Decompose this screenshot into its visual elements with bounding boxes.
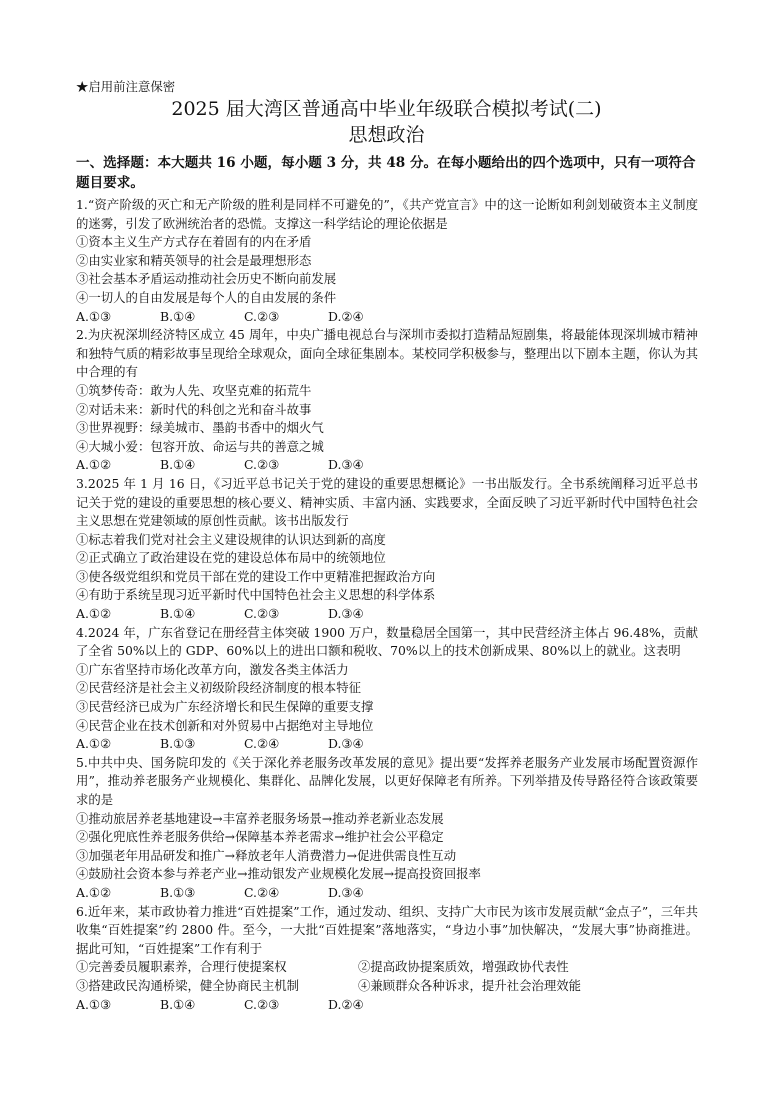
section-heading: 一、选择题：本大题共 16 小题，每小题 3 分，共 48 分。在每小题给出的四个选项中，只有一项符合题目要求。 [76, 155, 696, 191]
answer-choice-b: B.①④ [160, 996, 196, 1012]
statement-option: ②正式确立了政治建设在党的建设总体布局中的统领地位 [76, 550, 386, 566]
question-stem: 2.为庆祝深圳经济特区成立 45 周年，中央广播电视总台与深圳市委拟打造精品短剧集，将最能体现深圳城市精神和独特气质的精彩故事呈现给全球观众，面向全球征集剧本。某校同学积极参与，整理出以下剧本主题，你认为其中合理的有 [76, 327, 698, 380]
question-5 [76, 754, 698, 903]
answer-choice-d: D.②④ [328, 996, 364, 1012]
statement-option: ①标志着我们党对社会主义建设规律的认识达到新的高度 [76, 531, 386, 547]
exam-content [76, 153, 698, 1014]
question-1 [76, 196, 698, 326]
statement-option: ②由实业家和精英领导的社会是最理想形态 [76, 252, 312, 268]
answer-choice-c: C.②③ [244, 606, 280, 622]
statement-option: ③加强老年用品研发和推广→释放老年人消费潜力→促进供需良性互动 [76, 847, 457, 863]
question-stem: 3.2025 年 1 月 16 日，《习近平总书记关于党的建设的重要思想概论》一书出版发行。全书系统阐释习近平总书记关于党的建设的重要思想的核心要义、精神实质、丰富内涵、实践要求，全面反映了习近平新时代中国特色社会主义思想在党建领域的原创性贡献。该书出版发行 [76, 475, 698, 529]
answer-choice-d: D.③④ [328, 736, 364, 752]
answer-choice-a: A.①② [76, 884, 112, 900]
answer-choice-a: A.①② [76, 606, 112, 622]
answer-choice-d: D.③④ [328, 884, 364, 900]
question-3 [76, 475, 698, 624]
statement-option: ③使各级党组织和党员干部在党的建设工作中更精准把握政治方向 [76, 568, 436, 584]
statement-option: ④民营企业在技术创新和对外贸易中占据绝对主导地位 [76, 717, 374, 733]
statement-option: ③搭建政民沟通桥梁，健全协商民主机制 [76, 977, 300, 993]
statement-option: ④一切人的自由发展是每个人的自由发展的条件 [76, 289, 337, 305]
statement-option: ②对话未来：新时代的科创之光和奋斗故事 [76, 401, 312, 417]
question-stem: 4.2024 年，广东省登记在册经营主体突破 1900 万户，数量稳居全国第一，其中民营经济主体占 96.48%，贡献了全省 50%以上的 GDP、60%以上的进出口额和税收、70%以上的技术创新成果、80%以上的就业。这表明 [76, 624, 698, 659]
answer-choice-a: A.①③ [76, 996, 112, 1012]
answer-choice-a: A.①② [76, 736, 112, 752]
subject-title: 思想政治 [348, 124, 425, 146]
answer-choice-b: B.①④ [160, 308, 196, 324]
answer-choices [76, 884, 698, 903]
confidential-note: ★启用前注意保密 [76, 79, 176, 94]
statement-option: ③世界视野：绿美城市、墨韵书香中的烟火气 [76, 420, 324, 436]
answer-choices [76, 605, 698, 624]
question-stem: 6.近年来，某市政协着力推进“百姓提案”工作，通过发动、组织、支持广大市民为该市发展贡献“金点子”，三年共收集“百姓提案”约 2800 件。至今，一大批“百姓提案”落地落实，“身边小事”加快解决，“发展大事”协商推进。据此可知，“百姓提案”工作有利于 [76, 903, 698, 956]
statement-options-grid [76, 958, 698, 995]
answer-choices [76, 308, 698, 327]
answer-choice-c: C.②④ [244, 884, 280, 900]
statement-option: ④鼓励社会资本参与养老产业→推动银发产业规模化发展→提高投资回报率 [76, 866, 481, 882]
answer-choice-c: C.②③ [244, 457, 280, 473]
statement-option: ①广东省坚持市场化改革方向，激发各类主体活力 [76, 661, 349, 677]
statement-option: ①推动旅居养老基地建设→丰富养老服务场景→推动养老新业态发展 [76, 810, 444, 826]
answer-choice-c: C.②③ [244, 996, 280, 1012]
answer-choice-d: D.③④ [328, 457, 364, 473]
statement-option: ④兼顾群众各种诉求，提升社会治理效能 [358, 977, 582, 993]
answer-choice-b: B.①③ [160, 884, 196, 900]
statement-option: ①资本主义生产方式存在着固有的内在矛盾 [76, 234, 312, 250]
statement-option: ①筑梦传奇：敢为人先、攻坚克难的拓荒牛 [76, 382, 312, 398]
statement-option: ③民营经济已成为广东经济增长和民生保障的重要支撑 [76, 699, 374, 715]
answer-choice-d: D.②④ [328, 308, 364, 324]
question-2 [76, 326, 698, 475]
answer-choice-c: C.②③ [244, 308, 280, 324]
statement-option: ①完善委员履职素养，合理行使提案权 [76, 959, 287, 975]
statement-option: ②强化兜底性养老服务供给→保障基本养老需求→维护社会公平稳定 [76, 829, 444, 845]
answer-choice-b: B.①④ [160, 606, 196, 622]
statement-option: ④大城小爱：包容开放、命运与共的善意之城 [76, 438, 324, 454]
statement-option: ④有助于系统呈现习近平新时代中国特色社会主义思想的科学体系 [76, 587, 436, 603]
answer-choice-b: B.①④ [160, 457, 196, 473]
question-stem: 5.中共中央、国务院印发的《关于深化养老服务改革发展的意见》提出要“发挥养老服务产业发展市场配置资源作用”，推动养老服务产业规模化、集群化、品牌化发展，以更好保障老有所养。下列举措及传导路径符合该政策要求的是 [76, 754, 698, 807]
answer-choice-d: D.③④ [328, 606, 364, 622]
exam-title: 2025 届大湾区普通高中毕业年级联合模拟考试(二) [171, 98, 602, 120]
question-6 [76, 903, 698, 1015]
answer-choice-c: C.②④ [244, 736, 280, 752]
answer-choices [76, 996, 698, 1015]
question-stem: 1.“资产阶级的灭亡和无产阶级的胜利是同样不可避免的”，《共产党宣言》中的这一论断如利剑划破资本主义制度的迷雾，引发了欧洲统治者的恐慌。支撑这一科学结论的理论依据是 [76, 197, 698, 231]
answer-choice-b: B.①③ [160, 736, 196, 752]
statement-option: ②民营经济是社会主义初级阶段经济制度的根本特征 [76, 680, 361, 696]
question-4 [76, 624, 698, 754]
answer-choices [76, 456, 698, 475]
answer-choices [76, 735, 698, 754]
answer-choice-a: A.①② [76, 457, 112, 473]
answer-choice-a: A.①③ [76, 308, 112, 324]
statement-option: ②提高政协提案质效，增强政协代表性 [358, 959, 569, 975]
statement-option: ③社会基本矛盾运动推动社会历史不断向前发展 [76, 271, 337, 287]
